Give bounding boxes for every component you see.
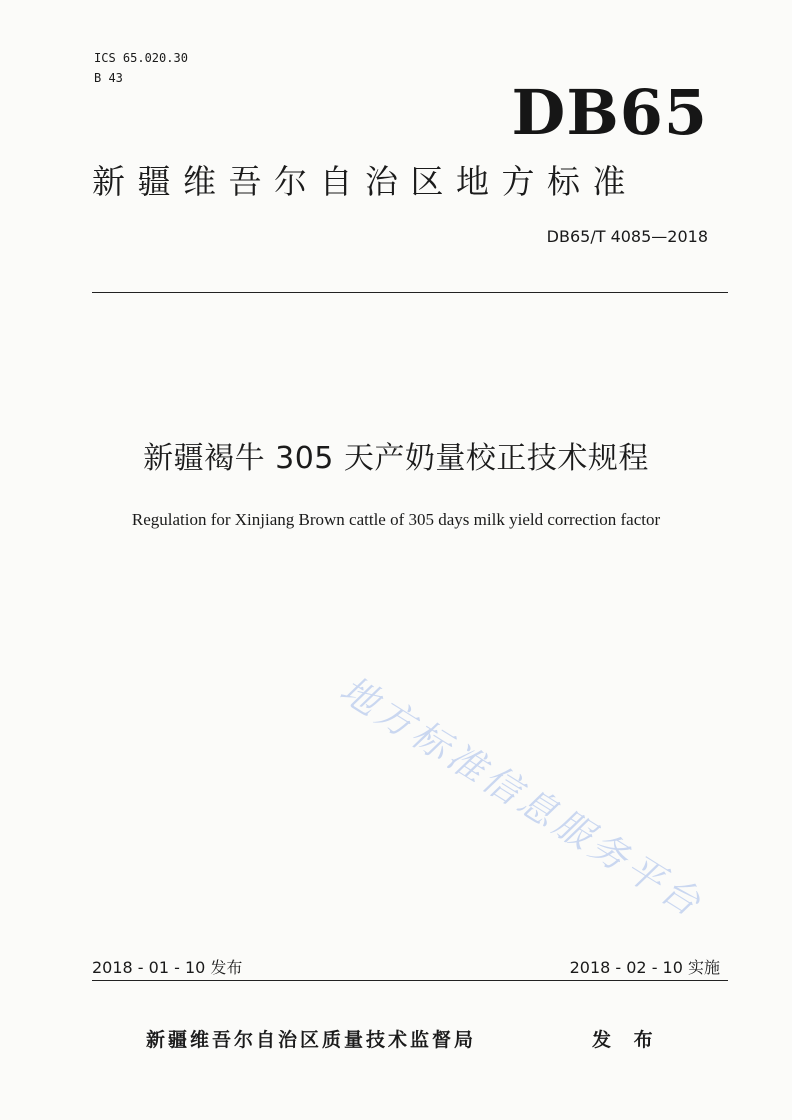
standard-type: 新疆维吾尔自治区地方标准 [92,162,638,201]
title-english: Regulation for Xinjiang Brown cattle of 305 days milk yield correction factor [131,510,661,529]
ics-code: ICS 65.020.30 [94,51,188,65]
classification-code: B 43 [94,71,123,85]
issuing-bureau: 新疆维吾尔自治区质量技术监督局 [146,1029,477,1051]
publish-label: 发 布 [592,1029,661,1051]
implementation-date: 2018 - 02 - 10 实施 [569,958,720,977]
title-chinese: 新疆褐牛 305 天产奶量校正技术规程 [143,441,649,476]
standard-number: DB65/T 4085—2018 [546,227,708,246]
issue-date: 2018 - 01 - 10 发布 [92,958,243,977]
db-logo: DB65 [511,76,708,149]
watermark: 地方标准信息服务平台 [332,667,712,927]
bottom-divider [92,980,728,981]
top-divider [92,292,728,293]
